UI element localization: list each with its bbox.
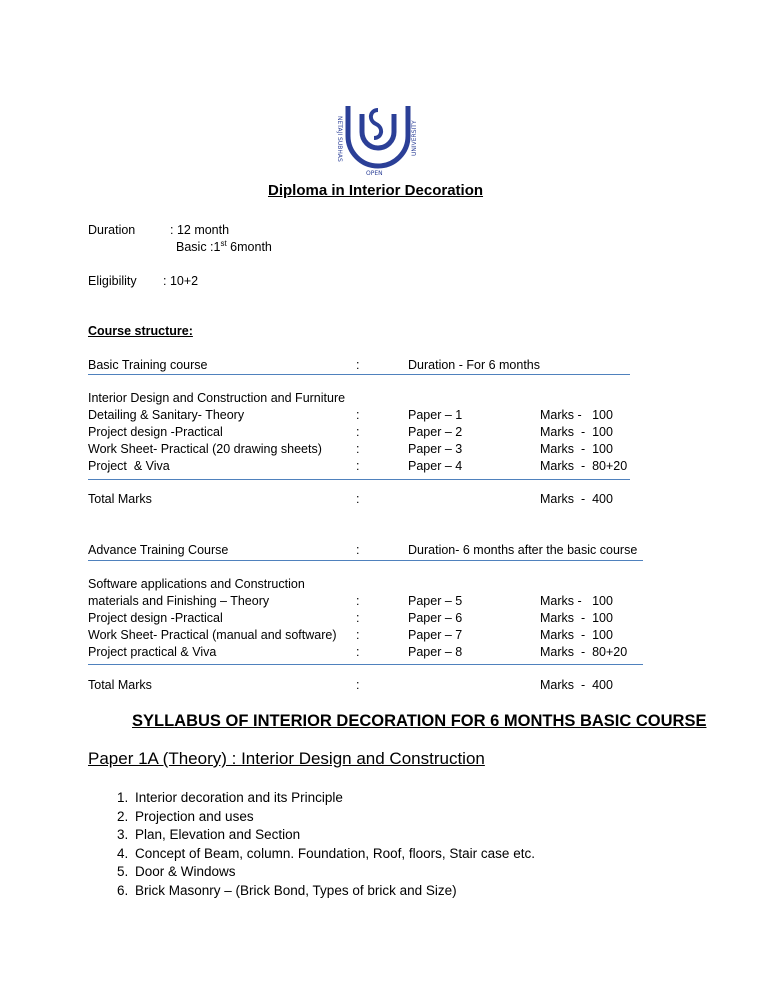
list-item-text: Brick Masonry – (Brick Bond, Types of brick and Size)	[135, 882, 457, 898]
duration-basic-sup: st	[220, 238, 227, 248]
basic-total-label: Total Marks	[88, 492, 152, 506]
eligibility-value: : 10+2	[163, 274, 199, 288]
list-item-number: 1.	[117, 790, 129, 805]
duration-basic-suffix: 6month	[226, 240, 272, 254]
course-structure-heading: Course structure:	[88, 324, 193, 338]
advance-course-duration: Duration- 6 months after the basic course	[408, 543, 638, 557]
topics-list	[88, 789, 535, 900]
duration-value: : 12 month	[170, 223, 230, 237]
list-item-text: Interior decoration and its Principle	[135, 790, 343, 805]
logo-text-left: NETAJI SUBHAS	[336, 116, 343, 162]
row-subject: Project design -Practical	[88, 611, 223, 625]
duration-basic-prefix: Basic :1	[176, 240, 221, 254]
row-marks: Marks - 100	[540, 611, 613, 625]
row-marks: Marks - 80+20	[540, 459, 628, 473]
row-colon: :	[356, 628, 360, 642]
list-item-text: Projection and uses	[135, 808, 254, 824]
advance-course-label: Advance Training Course	[88, 543, 229, 557]
row-subject: Work Sheet- Practical (20 drawing sheets)	[88, 442, 322, 456]
row-paper: Paper – 2	[408, 425, 463, 439]
list-item	[88, 863, 535, 882]
list-item-number: 6.	[117, 882, 129, 898]
list-item	[88, 845, 535, 864]
list-item-text: Plan, Elevation and Section	[135, 827, 301, 842]
list-item	[88, 826, 535, 845]
row-paper: Paper – 5	[408, 594, 463, 608]
row-subject: materials and Finishing – Theory	[88, 594, 270, 608]
university-logo	[332, 96, 424, 178]
logo-center-mark	[371, 110, 381, 138]
row-colon: :	[356, 594, 360, 608]
row-subject: Project design -Practical	[88, 425, 223, 439]
basic-header-rule	[88, 374, 630, 375]
row-colon: :	[356, 442, 360, 456]
row-subject: Project practical & Viva	[88, 645, 217, 659]
syllabus-heading: SYLLABUS OF INTERIOR DECORATION FOR 6 MONTHS BASIC COURSE	[132, 712, 707, 730]
list-item-number: 4.	[117, 845, 129, 861]
logo-inner-arc	[362, 114, 394, 148]
basic-rows-rule	[88, 479, 630, 480]
row-marks: Marks - 80+20	[540, 645, 628, 659]
row-colon: :	[356, 408, 360, 422]
row-subject: Software applications and Construction	[88, 577, 305, 591]
row-paper: Paper – 8	[408, 645, 463, 659]
row-colon: :	[356, 645, 360, 659]
row-paper: Paper – 7	[408, 628, 463, 642]
advance-header-rule	[88, 560, 643, 561]
row-colon: :	[356, 611, 360, 625]
row-marks: Marks - 100	[540, 425, 613, 439]
advance-total-label: Total Marks	[88, 678, 152, 692]
row-colon: :	[356, 425, 360, 439]
advance-course-colon: :	[356, 543, 360, 557]
list-item-number: 5.	[117, 864, 129, 879]
eligibility-label: Eligibility	[88, 274, 137, 288]
basic-total-colon: :	[356, 492, 360, 506]
advance-total-marks: Marks - 400	[540, 678, 613, 692]
list-item-text: Concept of Beam, column. Foundation, Roof, floors, Stair case etc.	[135, 845, 535, 861]
list-item	[88, 789, 535, 808]
list-item	[88, 808, 535, 827]
list-item-number: 3.	[117, 827, 129, 842]
row-paper: Paper – 4	[408, 459, 463, 473]
row-marks: Marks - 100	[540, 408, 613, 422]
duration-label: Duration	[88, 223, 136, 237]
basic-course-duration: Duration - For 6 months	[408, 358, 540, 372]
row-marks: Marks - 100	[540, 628, 613, 642]
row-marks: Marks - 100	[540, 442, 613, 456]
row-marks: Marks - 100	[540, 594, 613, 608]
logo-text-bottom: OPEN	[366, 170, 383, 177]
advance-rows-rule	[88, 664, 643, 665]
list-item	[88, 882, 535, 901]
row-paper: Paper – 6	[408, 611, 463, 625]
basic-course-colon: :	[356, 358, 360, 372]
list-item-text: Door & Windows	[135, 864, 236, 879]
row-subject: Work Sheet- Practical (manual and software)	[88, 628, 337, 642]
paper-heading: Paper 1A (Theory) : Interior Design and Construction	[88, 749, 485, 768]
row-subject: Project & Viva	[88, 459, 170, 473]
row-colon: :	[356, 459, 360, 473]
row-paper: Paper – 3	[408, 442, 463, 456]
document-title: Diploma in Interior Decoration	[268, 182, 484, 199]
basic-course-label: Basic Training course	[88, 358, 208, 372]
logo-text-right: UNIVERSITY	[411, 120, 418, 156]
row-subject: Interior Design and Construction and Furniture	[88, 391, 346, 405]
list-item-number: 2.	[117, 808, 129, 824]
row-subject: Detailing & Sanitary- Theory	[88, 408, 245, 422]
basic-total-marks: Marks - 400	[540, 492, 613, 506]
advance-total-colon: :	[356, 678, 360, 692]
duration-basic	[176, 239, 272, 256]
row-paper: Paper – 1	[408, 408, 463, 422]
